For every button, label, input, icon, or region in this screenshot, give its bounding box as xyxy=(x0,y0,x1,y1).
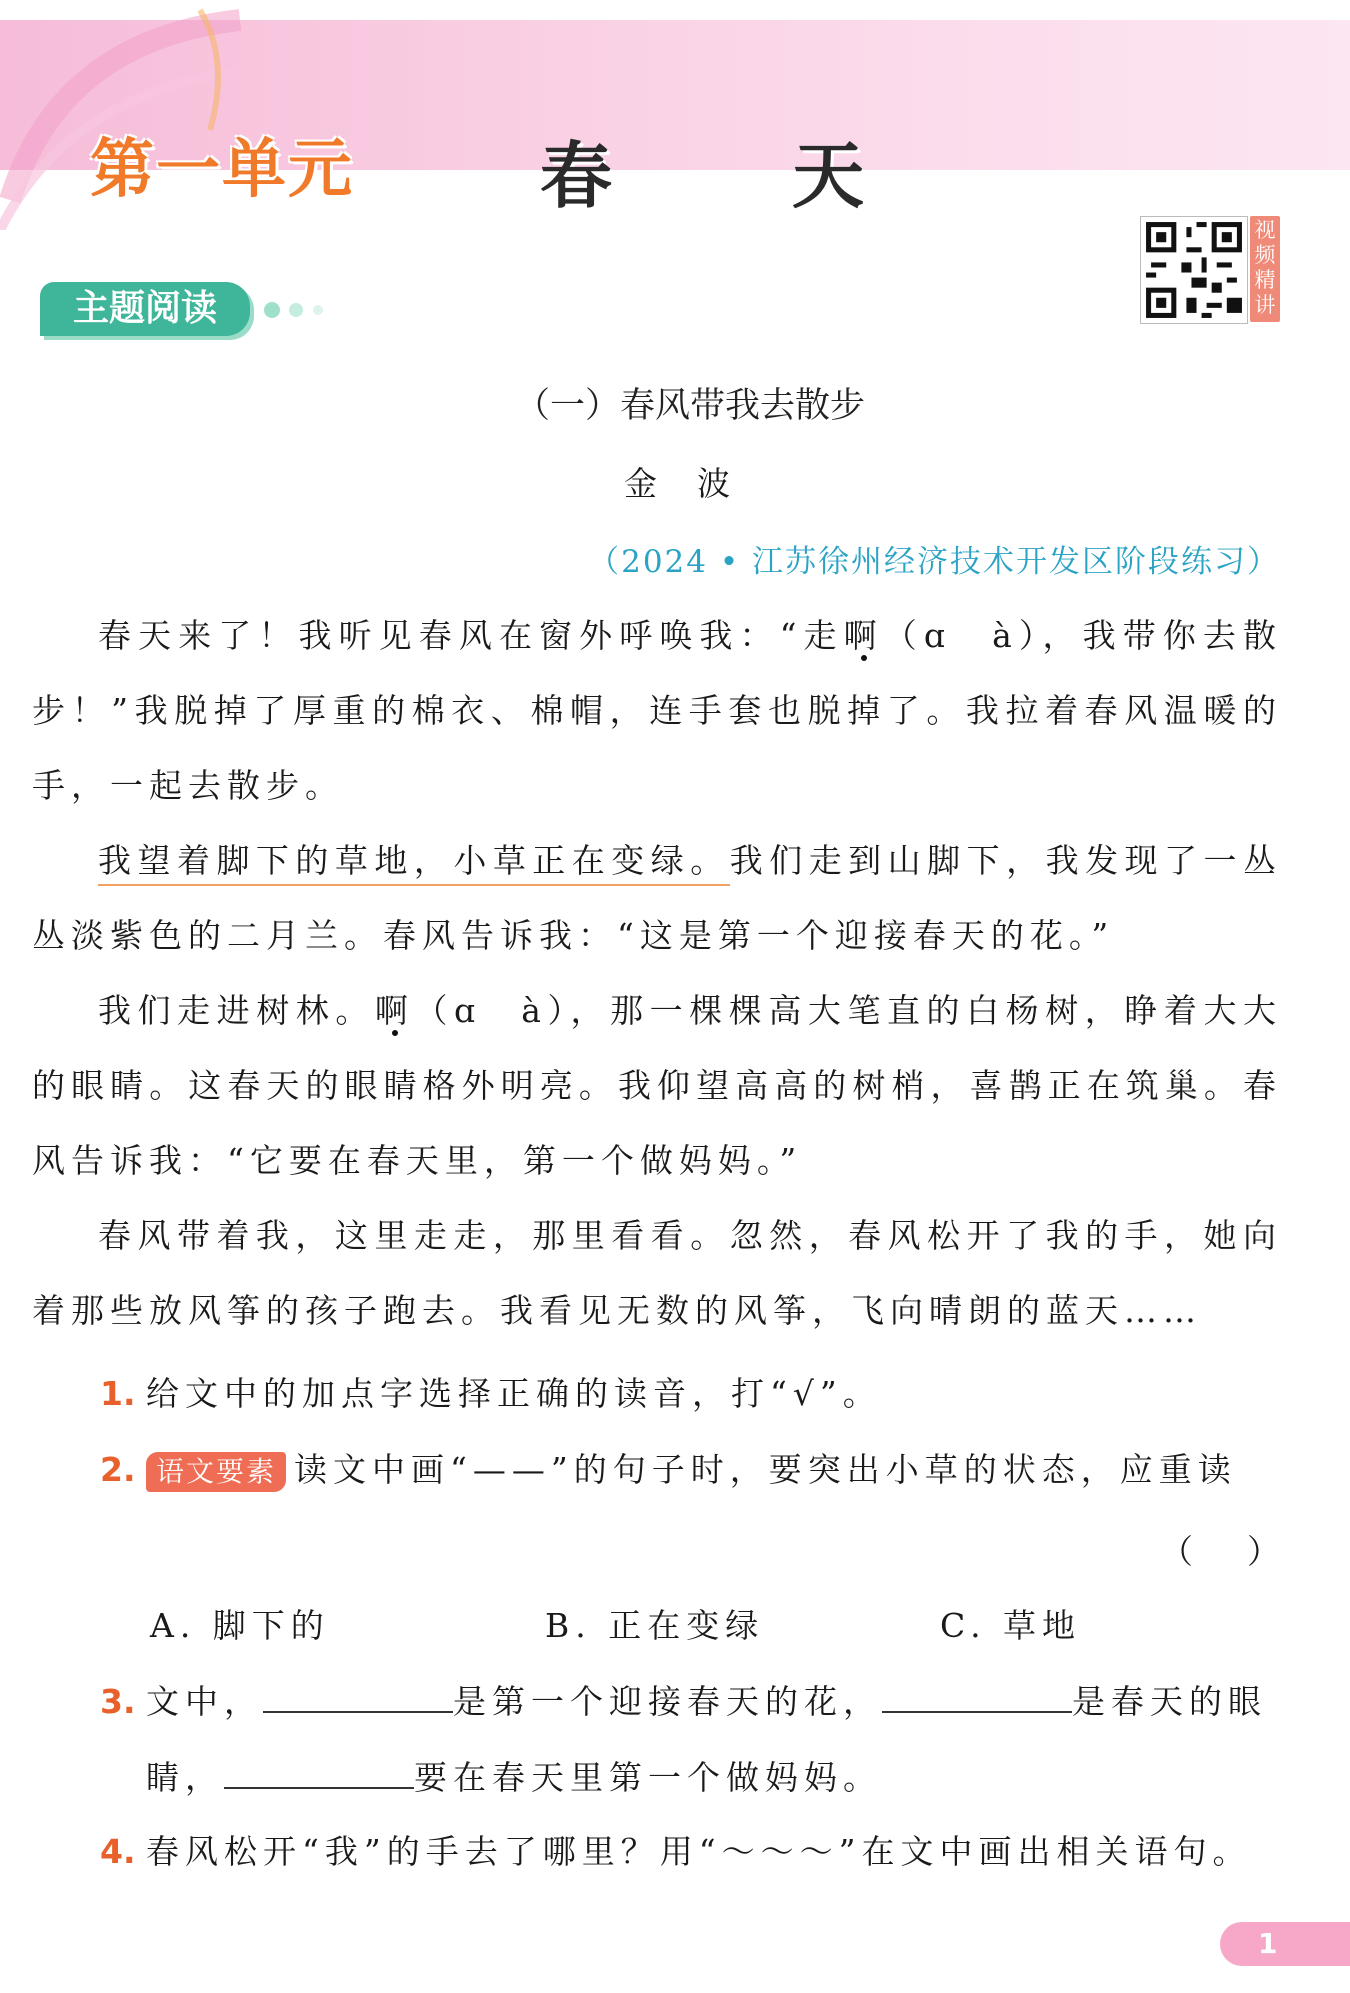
unit-label: 第一单元 xyxy=(90,133,354,207)
dotted-character: 啊 xyxy=(843,616,884,655)
question-4: 4. 春风松开“我”的手去了哪里？用“～～～”在文中画出相关语句。 xyxy=(100,1830,1300,1874)
option-b[interactable]: B. 正在变绿 xyxy=(545,1606,765,1645)
question-number: 3. xyxy=(100,1682,136,1721)
video-lecture-tag[interactable]: 视频精讲 xyxy=(1250,216,1280,322)
dotted-character: 啊 xyxy=(374,991,415,1030)
question-number: 4. xyxy=(100,1832,136,1871)
article-author: 金波 xyxy=(624,464,770,503)
fill-blank[interactable] xyxy=(263,1677,453,1713)
option-a[interactable]: A. 脚下的 xyxy=(150,1606,330,1645)
section-label: 主题阅读 xyxy=(40,282,250,336)
question-3: 3. 文中， 是第一个迎接春天的花， 是春天的眼 xyxy=(100,1677,1300,1724)
underlined-sentence: 我望着脚下的草地，小草正在变绿。 xyxy=(98,841,730,886)
article-title: （一）春风带我去散步 xyxy=(514,386,865,426)
fill-blank[interactable] xyxy=(882,1677,1072,1713)
paragraph-4: 春风带着我，这里走走，那里看看。忽然，春风松开了我的手，她向着那些放风筝的孩子跑去。我看见无数的风筝，飞向晴朗的蓝天…… xyxy=(32,1216,1282,1330)
decorative-dots xyxy=(262,300,342,320)
fill-blank[interactable] xyxy=(224,1753,414,1789)
question-2: 2. 语文要素 读文中画“——”的句子时，要突出小草的状态，应重读 xyxy=(100,1448,1300,1492)
paragraph-1: 春天来了！我听见春风在窗外呼唤我：“走啊（ɑ à），我带你去散步！”我脱掉了厚重的棉衣、棉帽，连手套也脱掉了。我拉着春风温暖的手，一起去散步。 xyxy=(32,616,1282,805)
page-number: 1 xyxy=(1220,1922,1350,1966)
key-point-badge: 语文要素 xyxy=(146,1452,286,1492)
article-source: （2024 • 江苏徐州经济技术开发区阶段练习） xyxy=(588,544,1280,580)
answer-parentheses[interactable]: （ ） xyxy=(1160,1532,1280,1571)
paragraph-2: 我望着脚下的草地，小草正在变绿。我们走到山脚下，我发现了一丛丛淡紫色的二月兰。春风告诉我：“这是第一个迎接春天的花。” xyxy=(32,841,1283,955)
question-number: 1. xyxy=(100,1374,136,1413)
question-number: 2. xyxy=(100,1450,136,1489)
paragraph-3: 我们走进树林。啊（ɑ à），那一棵棵高大笔直的白杨树，睁着大大的眼睛。这春天的眼睛格外明亮。我仰望高高的树梢，喜鹊正在筑巢。春风告诉我：“它要在春天里，第一个做妈妈。” xyxy=(32,991,1283,1180)
unit-title: 春天 xyxy=(540,134,1045,218)
question-1: 1. 给文中的加点字选择正确的读音，打“√”。 xyxy=(100,1372,1300,1416)
option-c[interactable]: C. 草地 xyxy=(940,1606,1082,1645)
qr-code-icon[interactable] xyxy=(1140,216,1248,324)
question-3-continued: 睛， 要在春天里第一个做妈妈。 xyxy=(146,1753,1346,1800)
